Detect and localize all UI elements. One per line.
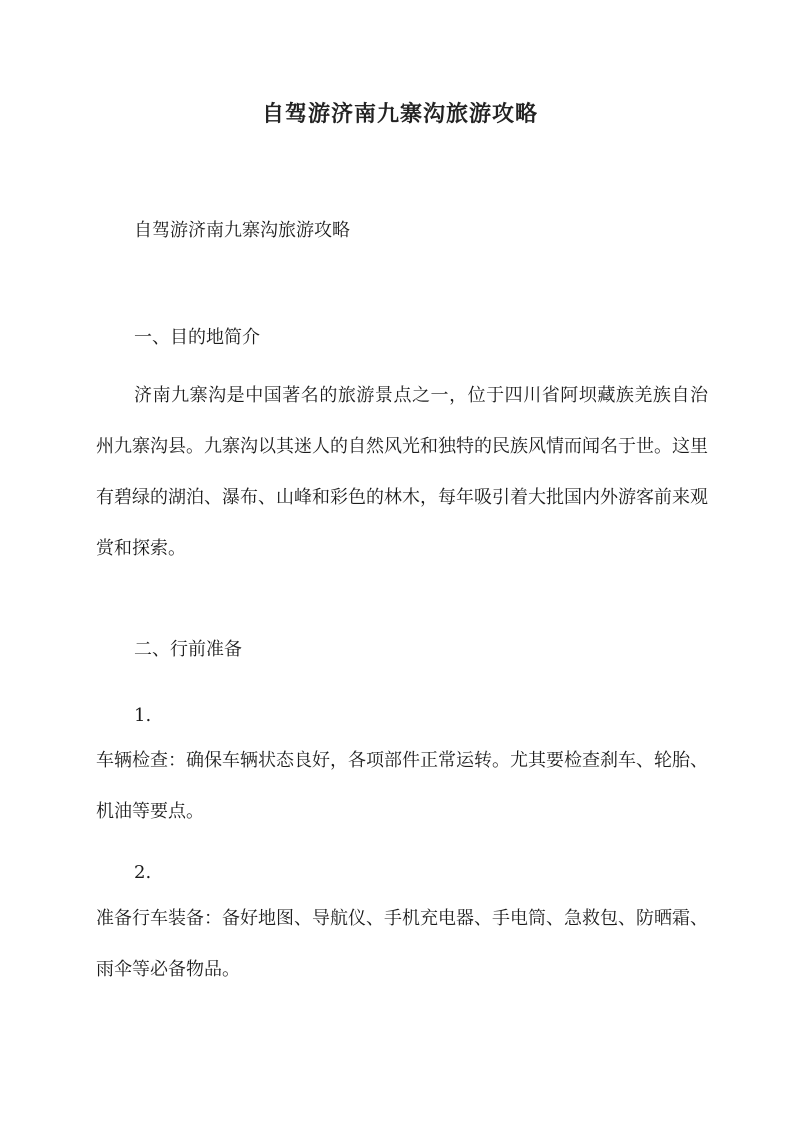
list-item-number-1: 1. bbox=[134, 705, 152, 726]
list-item-text-1: 车辆检查：确保车辆状态良好，各项部件正常运转。尤其要检查刹车、轮胎、机油等要点。 bbox=[96, 750, 708, 822]
document-subtitle: 自驾游济南九寨沟旅游攻略 bbox=[134, 220, 350, 241]
intro-paragraph: 济南九寨沟是中国著名的旅游景点之一，位于四川省阿坝藏族羌族自治州九寨沟县。九寨沟以其迷人的自然风光和独特的民族风情而闻名于世。这里有碧绿的湖泊、瀑布、山峰和彩色的林木，每年吸引着大批国内外游客前来观赏和探索。 bbox=[96, 385, 708, 559]
section-heading-intro: 一、目的地简介 bbox=[134, 327, 260, 348]
list-item-text-2: 准备行车装备：备好地图、导航仪、手机充电器、手电筒、急救包、防晒霜、雨伞等必备物品。 bbox=[96, 908, 708, 980]
section-heading-preparation: 二、行前准备 bbox=[134, 639, 242, 660]
page-title: 自驾游济南九寨沟旅游攻略 bbox=[261, 101, 538, 127]
list-item-number-2: 2. bbox=[134, 862, 152, 883]
